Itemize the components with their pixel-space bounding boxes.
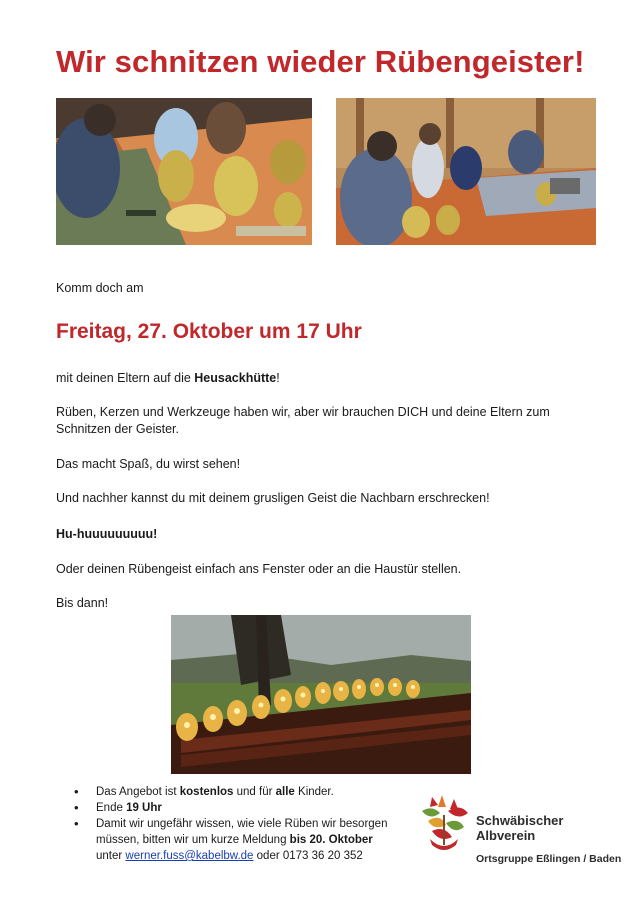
bullet-bold: 19 Uhr (126, 802, 162, 814)
location-text (56, 370, 586, 387)
goodbye-text: Bis dann! (56, 596, 109, 610)
logo-line1: Schwäbischer (476, 813, 564, 828)
bullet-text: Kinder. (294, 786, 334, 798)
window-text: Oder deinen Rübengeist einfach ans Fenster oder an die Haustür stellen. (56, 562, 462, 576)
email-link[interactable]: werner.fuss@kabelbw.de (125, 850, 254, 862)
carving-photo-left (56, 98, 312, 245)
carving-photo-right (336, 98, 596, 245)
bullet-bold: bis 20. Oktober (289, 834, 373, 846)
event-date: Freitag, 27. Oktober um 17 Uhr (56, 320, 362, 343)
list-item-registration (72, 816, 402, 864)
lanterns-photo (171, 615, 471, 774)
shout-text: Hu-huuuuuuuuu! (56, 527, 158, 541)
albverein-emblem-icon (418, 795, 470, 853)
bullet-bold: alle (275, 786, 295, 798)
info-list (72, 784, 402, 864)
bullet-text: und für (233, 786, 276, 798)
bullet-text: Damit wir ungefähr wissen, wie viele Rüben wir besorgen müssen, bitten wir um kurze Meldung (96, 818, 388, 846)
logo-title (476, 813, 563, 843)
bullet-text: Das Angebot ist (96, 786, 180, 798)
bullet-text: unter (96, 850, 126, 862)
logo-subtitle: Ortsgruppe Eßlingen / Baden (476, 853, 622, 865)
logo-line2: Albverein (476, 828, 536, 843)
location-place: Heusackhütte (194, 371, 277, 385)
bullet-text: oder 0173 36 20 352 (253, 850, 363, 862)
bullet-text: Ende (96, 802, 127, 814)
intro-text: Komm doch am (56, 281, 144, 295)
location-prefix: mit deinen Eltern auf die (56, 371, 195, 385)
page-title: Wir schnitzen wieder Rübengeister! (56, 44, 585, 79)
list-item-free (72, 784, 402, 800)
list-item-end (72, 800, 402, 816)
fun-text: Das macht Spaß, du wirst sehen! (56, 457, 241, 471)
location-suffix: ! (276, 371, 280, 385)
bullet-bold: kostenlos (179, 786, 234, 798)
scare-text: Und nachher kannst du mit deinem grusligen Geist die Nachbarn erschrecken! (56, 491, 490, 505)
albverein-logo (418, 795, 628, 875)
materials-text: Rüben, Kerzen und Werkzeuge haben wir, aber wir brauchen DICH und deine Eltern zum Schnitzen der Geister. (56, 405, 550, 436)
